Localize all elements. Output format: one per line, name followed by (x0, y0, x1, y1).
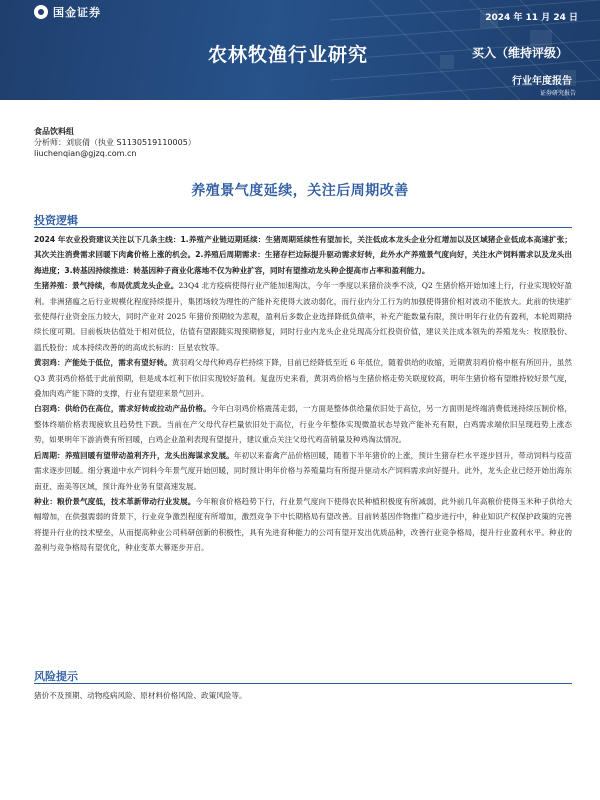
report-type: 行业年度报告 (512, 76, 572, 87)
paragraph-seed (34, 494, 572, 556)
industry-title: 农林牧渔行业研究 (208, 44, 369, 66)
research-label: 证券研究报告 (540, 90, 577, 97)
analyst-email[interactable]: liuchenqian@gjzq.com.cn (34, 149, 137, 158)
report-headline: 养殖景气度延续，关注后周期改善 (191, 183, 409, 199)
logo-icon (34, 5, 48, 19)
seed-label: 种业：粮价景气度低，技术革新带动行业发展。 (34, 496, 196, 506)
report-date: 2024 年 11 月 24 日 (485, 13, 578, 23)
section-divider (34, 227, 572, 228)
risk-body (34, 688, 572, 703)
section-title-logic: 投资逻辑 (34, 214, 78, 227)
report-body (34, 232, 572, 556)
paragraph-whitechicken (34, 401, 572, 447)
rating-label: 买入（维持评级） (472, 46, 569, 60)
post-text: 年初以来畜禽产品价格回暖，随着下半年猪价的上涨，预计生猪存栏水平逐步回升，带动饲料与疫苗需求逐步回暖。细分赛道中水产饲料今年景气度开始回暖，同时预计明年价格与养殖量均有所提升驱动水产饲料需求向好提升。此外，龙头企业已经开始出海东南亚、南美等区域，预计海外业务有望高速发展。 (34, 450, 573, 491)
post-label: 后周期：养殖回暖有望带动盈利齐升，龙头出海谋求发展。 (34, 450, 234, 460)
risk-text: 猪价不及预期、动物疫病风险、原材料价格风险、政策风险等。 (34, 691, 247, 700)
intro-text: 2024 年农业投资建议关注以下几条主线：1.养殖产业链迈期延续：生猪周期延续性有望加长，关注低成本龙头企业分红增加以及区域猪企业低成本高速扩张；其次关注消费需求回暖下肉禽价格上涨的机会。2.养殖后周期需求：生猪存栏边际提升驱动需求好转，此外水产养殖景气度向好，关注水产饲料需求以及龙头出海进度；3.转基因持续推进：转基因种子商业化落地不仅为种业扩容，同时有望推动龙头种企提高市占率和盈利能力。 (34, 235, 572, 275)
paragraph-post-cycle (34, 448, 572, 494)
report-banner (0, 0, 600, 100)
paragraph-intro (34, 232, 572, 278)
paragraph-broiler (34, 355, 572, 401)
whitechicken-text: 今年白羽鸡价格震荡走弱，一方面是整体供给量依旧处于高位，另一方面则是终端消费低迷持续压制价格，整体终端价格表现疲软且趋势性下跌。当前在产父母代存栏量依旧处于高位，行业今年整体实现微盈状态导致产能补充有限，白鸡需求端依旧呈现趋势上涨态势，如果明年下游消费有所回暖，白鸡企业盈利表现有望提升，建议重点关注父母代鸡苗销量及种鸡淘汰情况。 (34, 404, 573, 445)
section-title-risk: 风险提示 (34, 670, 78, 683)
section-divider-risk (34, 683, 572, 684)
pig-text: 23Q4 北方疫病使得行业产能加速淘汰，今年一季度以来猪价淡季不淡，Q2 生猪价格开始加速上行，行业实现较好盈利。非洲猪瘟之后行业规模化程度持续提升，集团场较为理性的产能补充使得大波动弱化，而行业内分工行为的加强使得猪价相对波动不能放大。此前的快速扩张使得行业资金压力较大，同时产业对 2025 年猪价预期较为悲观，盈利后多数企业选择降低负债率，补充产能数量有限，预计明年行业仍有盈利，本轮周期持续长度可期。目前板块估值处于相对低位，估值有望跟随实现预期修复，同时行业内龙头企业兑现高分红投资价值，建议关注成本领先的养殖龙头：牧原股份、温氏股份；成本持续改善的的高成长标的：巨星农牧等。 (34, 281, 572, 352)
pig-label: 生猪养殖：景气持续，布局优质龙头企业。 (34, 281, 179, 291)
broiler-label: 黄羽鸡：产能处于低位，需求有望好转。 (34, 358, 172, 368)
whitechicken-label: 白羽鸡：供给仍在高位，需求好转或拉动产品价格。 (34, 404, 211, 414)
seed-text: 今年粮食价格趋势下行，行业景气度向下使得农民种植积极度有所减弱，此外前几年高粮价使得玉米种子供给大幅增加，在供强需弱的背景下，行业竞争激烈程度有所增加，激烈竞争下中长期格局有望改善。目前转基因作物推广稳步进行中，种业知识产权保护政策的完善将提升行业的技术壁垒，从而提高种业公司科研创新的积极性，具有先进育种能力的公司有望开发出优质品种，改善行业竞争格局，提升行业盈利水平。种业的盈利与竞争格局有望优化，种业变革大幕逐步开启。 (34, 496, 573, 553)
sector-label: 食品饮料组 (34, 127, 74, 136)
brand-name: 国金证券 (53, 6, 101, 19)
broiler-text: 黄羽鸡父母代种鸡存栏持续下降，目前已经降低至近 6 年低位，随着供给的收缩，近期黄羽鸡价格中枢有所回升，虽然 Q3 黄羽鸡价格低于此前预期，但是成本红利下依旧实现较好盈利。复盘历史来看，黄羽鸡价格与生猪价格走势关联度较高，明年生猪价格有望维持较好景气度，叠加肉鸡产能下降的支撑，行业有望迎来景气回升。 (34, 358, 572, 399)
brand-logo (34, 4, 101, 20)
analyst-info (34, 126, 196, 159)
paragraph-pig (34, 278, 572, 355)
analyst-name: 分析师：刘宸倩（执业 S1130519110005） (34, 138, 196, 147)
